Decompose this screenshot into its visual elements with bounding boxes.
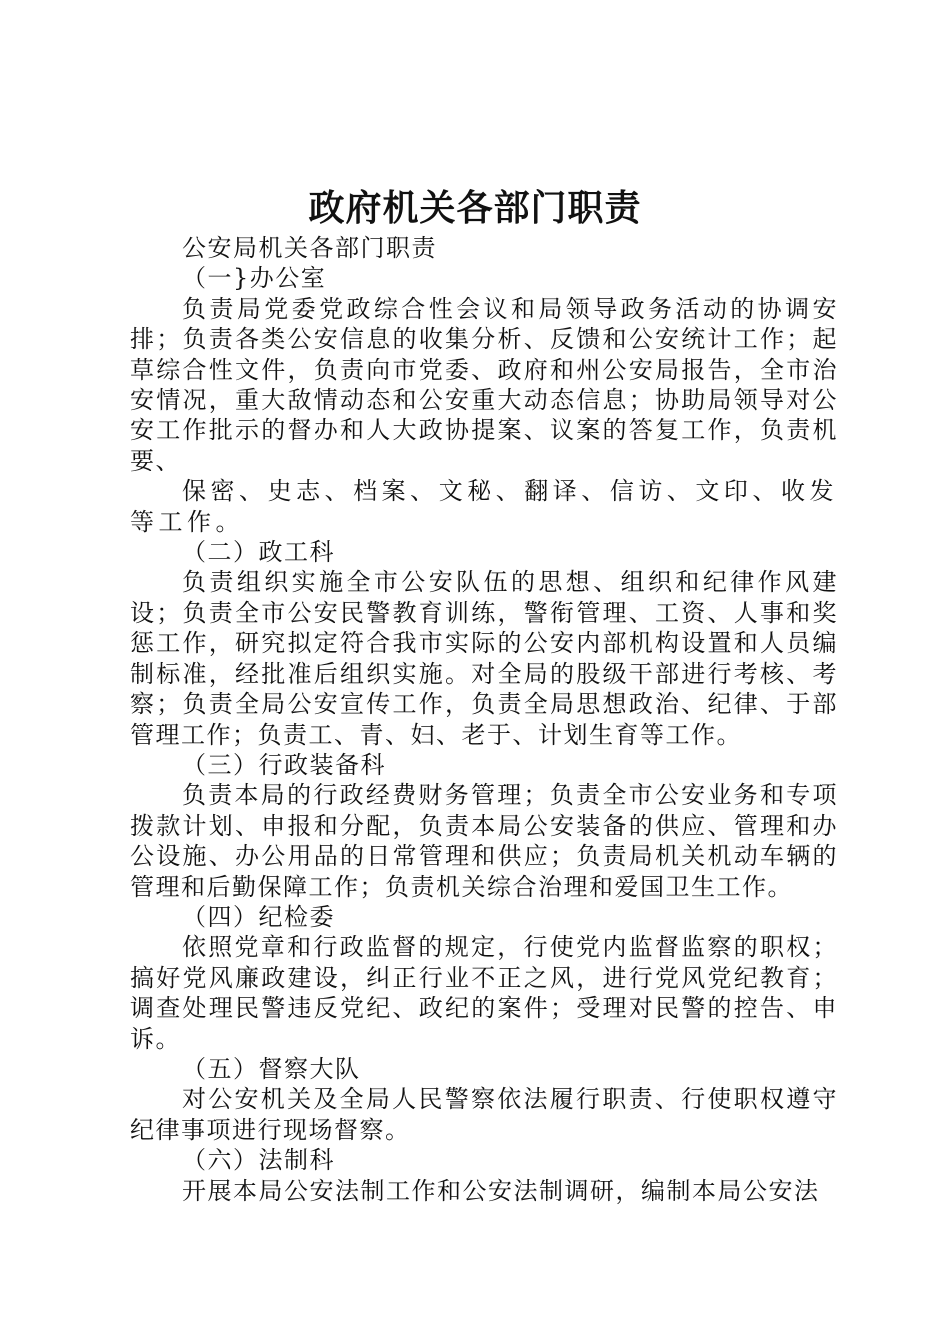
- paragraph-legal-duties: 开展本局公安法制工作和公安法制调研，编制本局公安法: [182, 1176, 820, 1205]
- section-heading-discipline: （四）纪检委: [182, 902, 335, 931]
- section-heading-main: 公安局机关各部门职责: [182, 234, 437, 262]
- section-heading-political: （二）政工科: [182, 538, 335, 567]
- paragraph-discipline-duties: 依照党章和行政监督的规定，行使党内监督监察的职权；搞好党风廉政建设，纠正行业不正之风，进行党风党纪教育；调查处理民警违反党纪、政纪的案件；受理对民警的控告、申诉。: [130, 933, 838, 1053]
- paragraph-inspection-duties: 对公安机关及全局人民警察依法履行职责、行使职权遵守纪律事项进行现场督察。: [130, 1085, 838, 1144]
- section-heading-equipment: （三）行政装备科: [182, 750, 386, 779]
- document-title: 政府机关各部门职责: [308, 187, 642, 229]
- paragraph-office-duties: 负责局党委党政综合性会议和局领导政务活动的协调安排；负责各类公安信息的收集分析、反馈和公安统计工作；起草综合性文件，负责向市党委、政府和州公安局报告，全市治安情况，重大敌情动态和公安重大动态信息；协助局领导对公安工作批示的督办和人大政协提案、议案的答复工作，负责机要、: [130, 294, 838, 475]
- section-heading-legal: （六）法制科: [182, 1146, 335, 1175]
- paragraph-political-duties: 负责组织实施全市公安队伍的思想、组织和纪律作风建设；负责全市公安民警教育训练，警衔管理、工资、人事和奖惩工作，研究拟定符合我市实际的公安内部机构设置和人员编制标准，经批准后组织实施。对全局的股级干部进行考核、考察；负责全局公安宣传工作，负责全局思想政治、纪律、于部管理工作；负责工、青、妇、老于、计划生育等工作。: [130, 568, 838, 749]
- paragraph-equipment-duties: 负责本局的行政经费财务管理；负责全市公安业务和专项拨款计划、申报和分配，负责本局公安装备的供应、管理和办公设施、办公用品的日常管理和供应；负责局机关机动车辆的管理和后勤保障工作；负责机关综合治理和爱国卫生工作。: [130, 781, 838, 901]
- section-heading-office: （一}办公室: [182, 264, 327, 293]
- section-heading-inspection: （五）督察大队: [182, 1054, 361, 1083]
- document-body: [130, 233, 838, 1206]
- paragraph-office-duties-continued: 保密、史志、档案、文秘、翻译、信访、文印、收发等工作。: [130, 477, 838, 536]
